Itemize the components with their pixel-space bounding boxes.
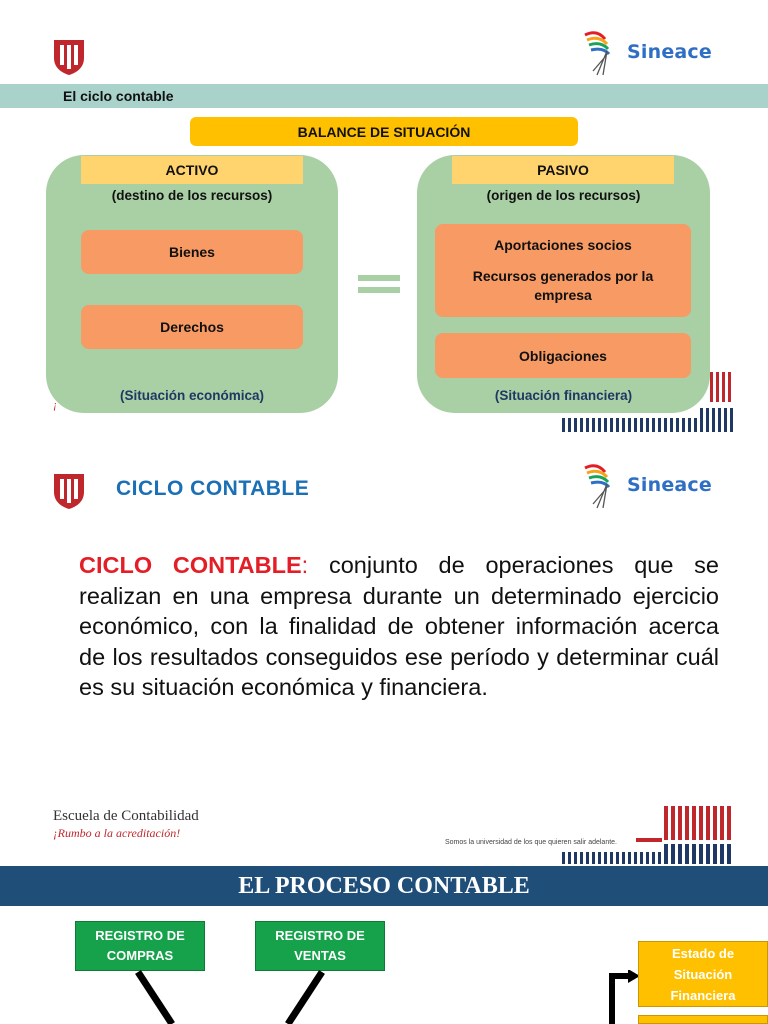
activo-subheading: (destino de los recursos) [111,188,273,203]
sineace-bird-icon [581,460,627,510]
sineace-logo [581,460,712,510]
definition-colon: : [301,552,309,578]
university-slogan: Somos la universidad de los que quieren salir adelante. [445,839,617,846]
decorative-stripes-icon [560,804,735,866]
next-statement-box [638,1015,768,1024]
pasivo-subheading: (origen de los recursos) [486,188,641,203]
registro-compras-box [75,921,205,971]
ciclo-contable-definition [79,550,719,703]
aportaciones-box [435,224,691,317]
estado-situacion-box [638,941,768,1007]
bienes-box [81,230,303,274]
activo-heading: ACTIVO [81,156,303,184]
sineace-bird-icon [581,27,627,77]
equals-sign-bottom [358,287,400,293]
pasivo-heading: PASIVO [452,156,674,184]
decorative-stripes-icon [560,370,735,434]
sineace-wordmark: Sineace [627,41,712,63]
ciclo-contable-heading: CICLO CONTABLE [116,477,310,500]
university-shield-logo-icon [52,472,86,510]
balance-title: BALANCE DE SITUACIÓN [190,117,578,146]
definition-term: CICLO CONTABLE [79,552,302,578]
definition-body: conjunto de operaciones que se realizan en una empresa durante un determinado ejercicio económico, con la finalidad de obtener información acerca de los resultados conseguidos ese período y determinar cuál es su situación económica y financiera. [79,552,720,700]
sineace-wordmark: Sineace [627,474,712,496]
activo-footer: (Situación económica) [119,388,265,403]
school-name: Escuela de Contabilidad [53,808,199,824]
sineace-logo [581,27,712,77]
university-shield-logo-icon [52,38,86,76]
registro-compras-label: REGISTRO DE COMPRAS [95,928,185,963]
aportaciones-label: Aportaciones socios [494,236,632,253]
proceso-title: EL PROCESO CONTABLE [238,872,530,899]
registro-ventas-box [255,921,385,971]
pasivo-footer: (Situación financiera) [494,388,633,403]
derechos-label: Derechos [160,319,224,335]
estado-situacion-label: Estado de Situación Financiera [670,945,736,1003]
equals-sign-top [358,275,400,281]
recursos-generados-label: Recursos generados por la empresa [472,267,654,303]
school-slogan: ¡Rumbo a la acreditación! [53,826,181,840]
registro-ventas-label: REGISTRO DE VENTAS [275,928,365,963]
partial-slogan-text: ¡ [53,399,58,411]
bienes-label: Bienes [169,244,215,260]
obligaciones-label: Obligaciones [519,347,607,364]
slide-header-title: El ciclo contable [63,88,174,104]
derechos-box [81,305,303,349]
